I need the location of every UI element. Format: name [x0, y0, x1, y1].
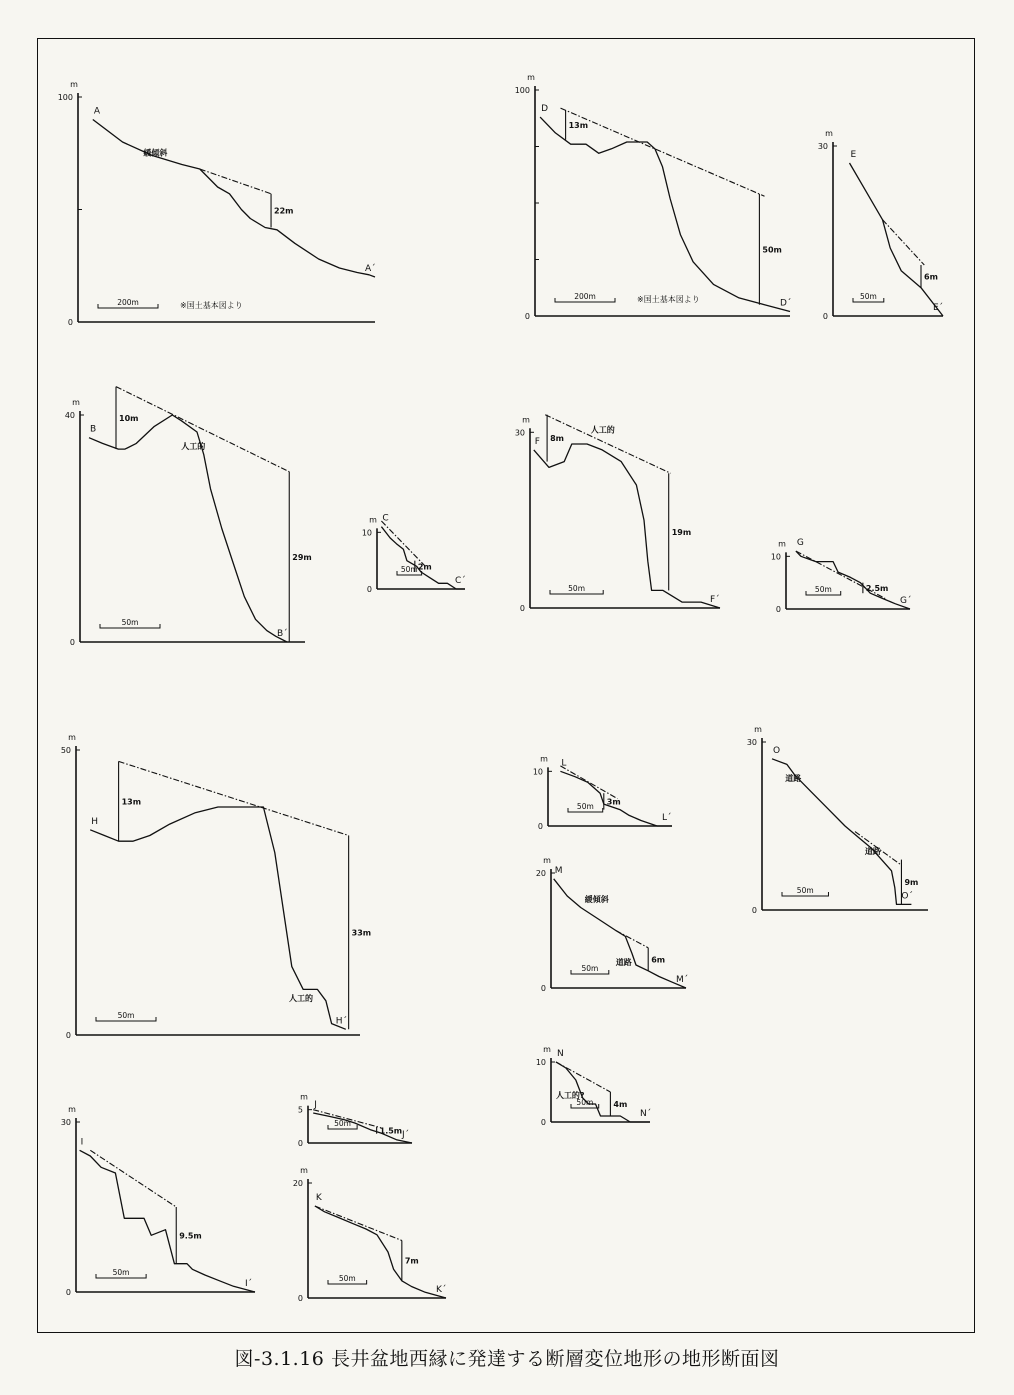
y-unit-label: m — [300, 1166, 308, 1175]
profile-panel-a — [58, 80, 376, 327]
y-tick-label: 0 — [69, 638, 75, 647]
vertical-offset-label: 7m — [404, 1256, 419, 1266]
profile-panel-l — [533, 754, 672, 831]
ground-profile-line — [540, 117, 790, 311]
profile-panel-b — [65, 387, 312, 647]
profile-end-label: H´ — [335, 1016, 348, 1027]
y-tick-label: 10 — [770, 552, 781, 562]
scale-bar-label: 50m — [334, 1119, 351, 1128]
profile-start-label: L — [561, 758, 567, 769]
projected-surface-line — [556, 1062, 610, 1092]
profile-end-label: D´ — [780, 298, 792, 309]
scale-bar-label: 50m — [581, 964, 599, 973]
vertical-offset-label: 6m — [924, 272, 938, 282]
projected-surface-line — [616, 931, 648, 948]
profile-end-label: I´ — [245, 1279, 253, 1289]
vertical-offset-2-label: 29m — [292, 552, 312, 562]
profile-annotation: 道路 — [864, 847, 881, 856]
vertical-offset-label: 6m — [651, 955, 666, 965]
y-tick-label: 0 — [775, 605, 781, 614]
profile-end-label: G´ — [900, 596, 912, 606]
y-tick-label: 20 — [535, 869, 546, 878]
projected-surface-line — [545, 415, 670, 474]
vertical-offset-2-label: 33m — [351, 928, 372, 938]
scale-bar-label: 50m — [121, 618, 139, 627]
y-tick-label: 30 — [817, 142, 828, 151]
projected-surface-line — [119, 761, 349, 835]
y-unit-label: m — [527, 73, 535, 82]
profile-end-label: N´ — [640, 1109, 652, 1119]
y-unit-label: m — [540, 754, 548, 764]
y-tick-label: 0 — [519, 604, 525, 613]
profile-annotation: 道路 — [615, 958, 632, 967]
y-tick-label: 0 — [822, 312, 828, 321]
source-note: ※国土基本図より — [180, 301, 243, 310]
scale-bar-label: 50m — [859, 292, 877, 301]
profile-annotation: 人工的 — [181, 442, 206, 452]
y-tick-label: 0 — [366, 585, 372, 594]
profile-end-label: O´ — [901, 891, 913, 902]
profile-annotation: 緩傾斜 — [584, 894, 609, 904]
vertical-offset-label: 3m — [606, 797, 621, 807]
profile-annotation: 緩傾斜 — [143, 148, 168, 158]
y-tick-label: 10 — [361, 528, 372, 538]
y-tick-label: 0 — [67, 318, 73, 327]
y-tick-label: 0 — [524, 312, 530, 321]
y-tick-label: 50 — [60, 746, 71, 755]
profile-start-label: I — [80, 1137, 84, 1148]
scale-bar-label: 50m — [112, 1268, 130, 1277]
y-tick-label: 0 — [65, 1288, 71, 1297]
profile-start-label: M — [554, 865, 563, 876]
profile-end-label: A´ — [365, 264, 376, 274]
profile-end-label: L´ — [662, 813, 672, 823]
profile-start-label: H — [91, 816, 98, 827]
y-unit-label: m — [300, 1092, 308, 1102]
profile-panel-g — [771, 538, 912, 614]
vertical-offset-2-label: 19m — [671, 527, 692, 537]
profile-annotation: 人工的 — [289, 993, 313, 1003]
profile-start-label: E — [850, 150, 857, 160]
y-unit-label: m — [543, 1045, 551, 1054]
vertical-offset-label: 9.5m — [179, 1231, 202, 1241]
projected-surface-line — [561, 108, 765, 196]
profile-panel-o — [747, 725, 928, 915]
profile-start-label: A — [93, 106, 101, 117]
profile-end-label: E´ — [933, 303, 944, 313]
y-tick-label: 30 — [514, 428, 525, 438]
profile-start-label: F — [534, 436, 540, 447]
profile-start-label: D — [541, 104, 549, 115]
ground-profile-line — [554, 879, 689, 988]
profile-panel-i — [61, 1105, 255, 1297]
profile-start-label: G — [796, 538, 804, 549]
vertical-offset-label: 10m — [119, 413, 139, 423]
y-tick-label: 40 — [64, 411, 75, 420]
scale-bar-label: 50m — [576, 1098, 594, 1107]
y-tick-label: 0 — [540, 984, 546, 993]
ground-profile-line — [80, 1150, 255, 1292]
vertical-offset-label: 13m — [568, 121, 589, 131]
scale-bar-label: 200m — [117, 298, 139, 307]
ground-profile-line — [381, 527, 465, 589]
scale-bar-label: 50m — [576, 802, 594, 811]
y-tick-label: 0 — [297, 1139, 303, 1148]
scale-bar-label: 50m — [814, 585, 832, 594]
vertical-offset-label: 4m — [613, 1100, 628, 1109]
projected-surface-line — [381, 521, 425, 566]
ground-profile-line — [796, 551, 910, 609]
y-unit-label: m — [522, 415, 530, 425]
profile-panel-h — [61, 733, 371, 1040]
projected-surface-line — [560, 766, 617, 799]
profile-panel-d — [515, 73, 792, 321]
y-tick-label: 30 — [60, 1118, 71, 1127]
profile-start-label: C — [382, 513, 389, 524]
profile-annotation: 人工的? — [555, 1091, 585, 1100]
profile-annotation: 道路 — [785, 774, 802, 784]
scale-bar-label: 200m — [574, 292, 596, 301]
scale-bar-label: 50m — [400, 565, 418, 574]
ground-profile-line — [534, 444, 720, 608]
y-unit-label: m — [543, 856, 551, 865]
y-unit-label: m — [754, 725, 762, 734]
y-tick-label: 20 — [292, 1179, 303, 1188]
profile-panel-c — [362, 514, 466, 594]
vertical-offset-label: 2m — [417, 562, 432, 572]
y-tick-label: 0 — [540, 1118, 546, 1127]
profile-end-label: M´ — [676, 975, 689, 985]
scale-bar-label: 50m — [338, 1274, 356, 1283]
projected-surface-line — [116, 387, 289, 472]
profile-start-label: J — [314, 1100, 317, 1110]
y-unit-label: m — [68, 733, 76, 742]
profile-panel-j — [298, 1093, 412, 1148]
y-unit-label: m — [70, 80, 78, 89]
vertical-offset-label: 8m — [550, 434, 565, 444]
vertical-offset-label: 9m — [904, 878, 919, 887]
y-tick-label: 30 — [746, 738, 757, 747]
y-tick-label: 0 — [751, 906, 757, 915]
y-tick-label: 0 — [297, 1294, 303, 1303]
vertical-offset-label: 1.5m — [379, 1126, 403, 1136]
y-unit-label: m — [825, 129, 833, 138]
y-unit-label: m — [369, 515, 377, 525]
profile-end-label: J´ — [402, 1130, 410, 1140]
y-tick-label: 5 — [297, 1105, 303, 1115]
profile-start-label: K — [315, 1193, 322, 1203]
y-tick-label: 10 — [535, 1058, 546, 1067]
y-unit-label: m — [778, 539, 786, 549]
profile-panel-k — [293, 1166, 447, 1303]
vertical-offset-2-label: 50m — [762, 245, 782, 255]
source-note: ※国土基本図より — [637, 295, 700, 304]
profile-panel-n — [536, 1045, 651, 1127]
ground-profile-line — [93, 120, 375, 278]
scale-bar-label: 50m — [796, 886, 814, 895]
profile-end-label: F´ — [710, 595, 720, 605]
profile-end-label: B´ — [277, 629, 288, 639]
profile-end-label: K´ — [436, 1285, 447, 1295]
projected-surface-line — [90, 1150, 176, 1207]
profile-start-label: B — [90, 424, 97, 435]
y-tick-label: 0 — [537, 822, 543, 831]
profile-end-label: C´ — [455, 576, 466, 586]
scale-bar-label: 50m — [117, 1011, 135, 1020]
profile-annotation: 人工的 — [590, 425, 615, 435]
profile-start-label: O — [772, 745, 781, 756]
projected-surface-line — [315, 1206, 402, 1241]
profile-panel-f — [515, 415, 720, 613]
y-tick-label: 10 — [532, 767, 543, 777]
vertical-offset-label: 13m — [121, 797, 142, 807]
y-tick-label: 100 — [57, 93, 73, 102]
scale-bar-label: 50m — [568, 584, 586, 593]
projected-surface-line — [200, 169, 271, 194]
profile-start-label: N — [556, 1049, 564, 1059]
y-unit-label: m — [68, 1105, 76, 1114]
profile-panel-e — [818, 129, 943, 321]
y-tick-label: 100 — [514, 86, 530, 95]
vertical-offset-label: 2.5m — [865, 583, 889, 593]
y-tick-label: 0 — [65, 1031, 71, 1040]
figure-caption: 図-3.1.16 長井盆地西縁に発達する断層変位地形の地形断面図 — [234, 1348, 780, 1370]
profile-panel-m — [536, 856, 688, 993]
vertical-offset-label: 22m — [274, 206, 294, 216]
y-unit-label: m — [72, 398, 80, 407]
